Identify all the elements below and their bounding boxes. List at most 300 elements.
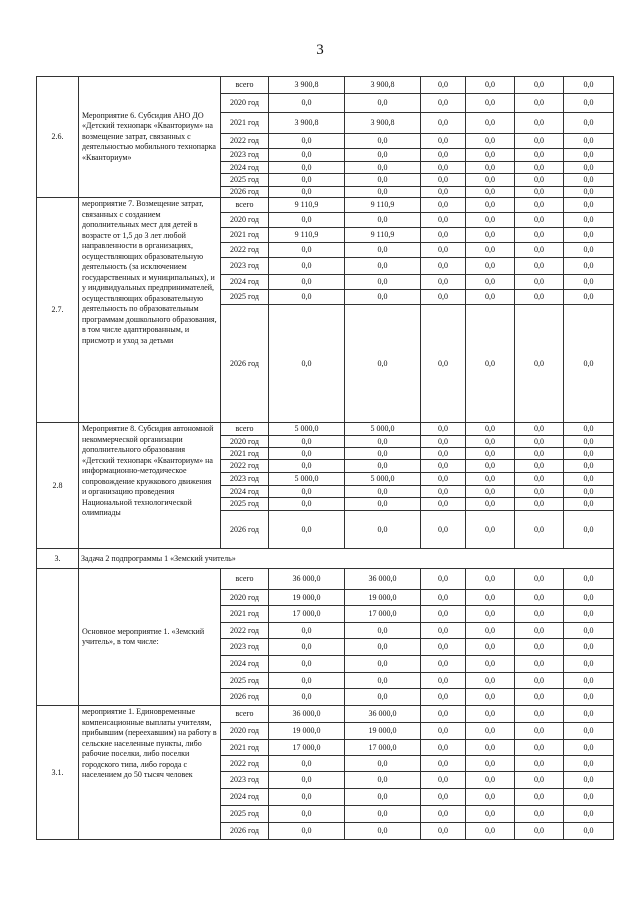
value-cell-regional: 0,0	[421, 77, 466, 94]
value-cell-regional: 0,0	[421, 448, 466, 460]
value-cell-extra: 0,0	[515, 511, 564, 549]
value-cell-extra: 0,0	[515, 258, 564, 275]
value-cell-local: 0,0	[466, 162, 515, 174]
budget-table	[36, 76, 614, 840]
value-cell-total: 36 000,0	[269, 706, 345, 723]
value-cell-regional: 0,0	[421, 423, 466, 436]
value-cell-other: 0,0	[564, 511, 614, 549]
year-cell: 2021 год	[221, 113, 269, 134]
value-cell-total: 5 000,0	[269, 423, 345, 436]
value-cell-extra: 0,0	[515, 423, 564, 436]
table-row	[37, 198, 614, 213]
value-cell-total: 0,0	[269, 243, 345, 258]
value-cell-regional: 0,0	[421, 656, 466, 673]
year-cell: 2020 год	[221, 590, 269, 606]
value-cell-extra: 0,0	[515, 94, 564, 113]
value-cell-other: 0,0	[564, 772, 614, 789]
value-cell-local: 0,0	[466, 460, 515, 473]
value-cell-total: 0,0	[269, 806, 345, 823]
value-cell-other: 0,0	[564, 498, 614, 511]
value-cell-total: 0,0	[269, 448, 345, 460]
value-cell-federal: 17 000,0	[345, 740, 421, 756]
value-cell-extra: 0,0	[515, 756, 564, 772]
value-cell-federal: 3 900,8	[345, 77, 421, 94]
year-cell: 2020 год	[221, 723, 269, 740]
task-number: 3.	[37, 549, 79, 569]
value-cell-federal: 0,0	[345, 639, 421, 656]
value-cell-other: 0,0	[564, 606, 614, 623]
value-cell-local: 0,0	[466, 448, 515, 460]
value-cell-local: 0,0	[466, 673, 515, 689]
value-cell-extra: 0,0	[515, 448, 564, 460]
value-cell-total: 0,0	[269, 258, 345, 275]
year-cell: 2022 год	[221, 623, 269, 639]
value-cell-total: 0,0	[269, 290, 345, 305]
value-cell-total: 0,0	[269, 486, 345, 498]
value-cell-local: 0,0	[466, 723, 515, 740]
value-cell-total: 0,0	[269, 275, 345, 290]
value-cell-extra: 0,0	[515, 723, 564, 740]
value-cell-regional: 0,0	[421, 113, 466, 134]
value-cell-total: 9 110,9	[269, 198, 345, 213]
value-cell-extra: 0,0	[515, 590, 564, 606]
value-cell-extra: 0,0	[515, 305, 564, 423]
value-cell-regional: 0,0	[421, 723, 466, 740]
value-cell-total: 3 900,8	[269, 113, 345, 134]
value-cell-local: 0,0	[466, 511, 515, 549]
value-cell-total: 0,0	[269, 436, 345, 448]
value-cell-extra: 0,0	[515, 623, 564, 639]
value-cell-other: 0,0	[564, 228, 614, 243]
value-cell-extra: 0,0	[515, 149, 564, 162]
value-cell-local: 0,0	[466, 689, 515, 706]
value-cell-other: 0,0	[564, 423, 614, 436]
value-cell-other: 0,0	[564, 213, 614, 228]
year-cell: 2022 год	[221, 460, 269, 473]
value-cell-federal: 0,0	[345, 460, 421, 473]
value-cell-local: 0,0	[466, 486, 515, 498]
year-cell: 2023 год	[221, 473, 269, 486]
value-cell-other: 0,0	[564, 162, 614, 174]
value-cell-federal: 3 900,8	[345, 113, 421, 134]
year-cell: 2024 год	[221, 162, 269, 174]
value-cell-local: 0,0	[466, 756, 515, 772]
year-cell: 2021 год	[221, 448, 269, 460]
value-cell-regional: 0,0	[421, 789, 466, 806]
table-row	[37, 569, 614, 590]
value-cell-extra: 0,0	[515, 134, 564, 149]
value-cell-extra: 0,0	[515, 77, 564, 94]
value-cell-local: 0,0	[466, 198, 515, 213]
value-cell-extra: 0,0	[515, 243, 564, 258]
year-cell: 2023 год	[221, 258, 269, 275]
value-cell-extra: 0,0	[515, 275, 564, 290]
task-row	[37, 549, 614, 569]
year-cell: 2022 год	[221, 756, 269, 772]
value-cell-total: 0,0	[269, 149, 345, 162]
year-cell: 2024 год	[221, 656, 269, 673]
value-cell-federal: 5 000,0	[345, 423, 421, 436]
activity-description: Основное мероприятие 1. «Земский учитель», в том числе:	[79, 569, 221, 706]
value-cell-other: 0,0	[564, 134, 614, 149]
value-cell-regional: 0,0	[421, 305, 466, 423]
value-cell-other: 0,0	[564, 290, 614, 305]
value-cell-total: 0,0	[269, 134, 345, 149]
value-cell-federal: 0,0	[345, 174, 421, 187]
value-cell-federal: 0,0	[345, 623, 421, 639]
value-cell-local: 0,0	[466, 569, 515, 590]
value-cell-other: 0,0	[564, 174, 614, 187]
value-cell-federal: 0,0	[345, 772, 421, 789]
value-cell-local: 0,0	[466, 213, 515, 228]
value-cell-total: 0,0	[269, 673, 345, 689]
value-cell-extra: 0,0	[515, 673, 564, 689]
value-cell-regional: 0,0	[421, 94, 466, 113]
value-cell-regional: 0,0	[421, 806, 466, 823]
value-cell-other: 0,0	[564, 806, 614, 823]
value-cell-local: 0,0	[466, 149, 515, 162]
value-cell-extra: 0,0	[515, 740, 564, 756]
value-cell-other: 0,0	[564, 198, 614, 213]
value-cell-extra: 0,0	[515, 198, 564, 213]
row-number: 2.7.	[37, 198, 79, 423]
value-cell-local: 0,0	[466, 258, 515, 275]
value-cell-extra: 0,0	[515, 656, 564, 673]
value-cell-regional: 0,0	[421, 498, 466, 511]
value-cell-other: 0,0	[564, 473, 614, 486]
value-cell-other: 0,0	[564, 448, 614, 460]
value-cell-federal: 0,0	[345, 756, 421, 772]
value-cell-extra: 0,0	[515, 689, 564, 706]
value-cell-local: 0,0	[466, 806, 515, 823]
value-cell-regional: 0,0	[421, 639, 466, 656]
value-cell-extra: 0,0	[515, 473, 564, 486]
year-cell: 2023 год	[221, 639, 269, 656]
value-cell-federal: 0,0	[345, 448, 421, 460]
year-cell: 2026 год	[221, 187, 269, 198]
value-cell-local: 0,0	[466, 290, 515, 305]
value-cell-regional: 0,0	[421, 187, 466, 198]
value-cell-regional: 0,0	[421, 228, 466, 243]
value-cell-federal: 0,0	[345, 258, 421, 275]
value-cell-total: 0,0	[269, 187, 345, 198]
value-cell-total: 19 000,0	[269, 723, 345, 740]
value-cell-other: 0,0	[564, 94, 614, 113]
value-cell-total: 0,0	[269, 511, 345, 549]
value-cell-other: 0,0	[564, 149, 614, 162]
value-cell-total: 0,0	[269, 213, 345, 228]
value-cell-other: 0,0	[564, 756, 614, 772]
row-number: 3.1.	[37, 706, 79, 840]
value-cell-total: 0,0	[269, 756, 345, 772]
value-cell-regional: 0,0	[421, 740, 466, 756]
value-cell-regional: 0,0	[421, 673, 466, 689]
value-cell-local: 0,0	[466, 656, 515, 673]
value-cell-federal: 0,0	[345, 305, 421, 423]
year-cell: всего	[221, 569, 269, 590]
value-cell-extra: 0,0	[515, 806, 564, 823]
value-cell-federal: 0,0	[345, 789, 421, 806]
value-cell-extra: 0,0	[515, 290, 564, 305]
value-cell-federal: 9 110,9	[345, 198, 421, 213]
year-cell: 2025 год	[221, 174, 269, 187]
year-cell: 2023 год	[221, 149, 269, 162]
value-cell-federal: 0,0	[345, 149, 421, 162]
year-cell: 2022 год	[221, 134, 269, 149]
table-row	[37, 77, 614, 94]
value-cell-total: 9 110,9	[269, 228, 345, 243]
value-cell-total: 0,0	[269, 498, 345, 511]
value-cell-extra: 0,0	[515, 162, 564, 174]
value-cell-regional: 0,0	[421, 511, 466, 549]
value-cell-total: 0,0	[269, 639, 345, 656]
value-cell-regional: 0,0	[421, 275, 466, 290]
value-cell-extra: 0,0	[515, 213, 564, 228]
value-cell-extra: 0,0	[515, 228, 564, 243]
value-cell-extra: 0,0	[515, 606, 564, 623]
value-cell-extra: 0,0	[515, 436, 564, 448]
year-cell: всего	[221, 423, 269, 436]
value-cell-local: 0,0	[466, 772, 515, 789]
year-cell: 2021 год	[221, 740, 269, 756]
value-cell-local: 0,0	[466, 590, 515, 606]
value-cell-local: 0,0	[466, 94, 515, 113]
value-cell-federal: 0,0	[345, 436, 421, 448]
value-cell-other: 0,0	[564, 187, 614, 198]
value-cell-total: 0,0	[269, 823, 345, 840]
value-cell-regional: 0,0	[421, 174, 466, 187]
value-cell-regional: 0,0	[421, 243, 466, 258]
value-cell-other: 0,0	[564, 789, 614, 806]
year-cell: 2020 год	[221, 94, 269, 113]
value-cell-regional: 0,0	[421, 149, 466, 162]
value-cell-local: 0,0	[466, 228, 515, 243]
value-cell-regional: 0,0	[421, 162, 466, 174]
value-cell-local: 0,0	[466, 473, 515, 486]
year-cell: 2025 год	[221, 673, 269, 689]
year-cell: 2021 год	[221, 606, 269, 623]
value-cell-other: 0,0	[564, 113, 614, 134]
value-cell-federal: 0,0	[345, 823, 421, 840]
value-cell-other: 0,0	[564, 590, 614, 606]
value-cell-federal: 0,0	[345, 134, 421, 149]
year-cell: 2025 год	[221, 806, 269, 823]
year-cell: всего	[221, 77, 269, 94]
value-cell-regional: 0,0	[421, 590, 466, 606]
value-cell-local: 0,0	[466, 823, 515, 840]
value-cell-other: 0,0	[564, 460, 614, 473]
value-cell-local: 0,0	[466, 174, 515, 187]
year-cell: 2020 год	[221, 436, 269, 448]
value-cell-total: 0,0	[269, 656, 345, 673]
value-cell-other: 0,0	[564, 436, 614, 448]
value-cell-total: 36 000,0	[269, 569, 345, 590]
year-cell: всего	[221, 706, 269, 723]
value-cell-federal: 9 110,9	[345, 228, 421, 243]
value-cell-regional: 0,0	[421, 198, 466, 213]
table-row	[37, 423, 614, 436]
value-cell-local: 0,0	[466, 187, 515, 198]
value-cell-regional: 0,0	[421, 213, 466, 228]
year-cell: 2022 год	[221, 243, 269, 258]
value-cell-federal: 36 000,0	[345, 706, 421, 723]
value-cell-regional: 0,0	[421, 290, 466, 305]
value-cell-extra: 0,0	[515, 569, 564, 590]
value-cell-total: 0,0	[269, 789, 345, 806]
row-number	[37, 569, 79, 706]
year-cell: 2025 год	[221, 290, 269, 305]
value-cell-total: 17 000,0	[269, 740, 345, 756]
value-cell-total: 0,0	[269, 162, 345, 174]
value-cell-total: 0,0	[269, 94, 345, 113]
value-cell-regional: 0,0	[421, 606, 466, 623]
value-cell-regional: 0,0	[421, 486, 466, 498]
value-cell-total: 19 000,0	[269, 590, 345, 606]
year-cell: 2026 год	[221, 511, 269, 549]
value-cell-federal: 0,0	[345, 806, 421, 823]
activity-description: мероприятие 7. Возмещение затрат, связанных с созданием дополнительных мест для детей в возрасте от 1,5 до 3 лет любой направленности в организациях, осуществляющих образовательную деятельность (за исключением государственных и муниципальных), и у индивидуальных предпринимателей, осуществляющих образовательную деятельность по образовательным программам дошкольного образования, в том числе адаптированным, и присмотр и уход за детьми	[79, 198, 221, 423]
value-cell-local: 0,0	[466, 113, 515, 134]
value-cell-federal: 0,0	[345, 243, 421, 258]
value-cell-total: 5 000,0	[269, 473, 345, 486]
value-cell-other: 0,0	[564, 673, 614, 689]
value-cell-total: 17 000,0	[269, 606, 345, 623]
value-cell-extra: 0,0	[515, 772, 564, 789]
value-cell-local: 0,0	[466, 275, 515, 290]
year-cell: 2024 год	[221, 275, 269, 290]
value-cell-extra: 0,0	[515, 460, 564, 473]
value-cell-extra: 0,0	[515, 639, 564, 656]
value-cell-total: 0,0	[269, 689, 345, 706]
value-cell-federal: 0,0	[345, 162, 421, 174]
value-cell-local: 0,0	[466, 498, 515, 511]
value-cell-extra: 0,0	[515, 706, 564, 723]
value-cell-federal: 17 000,0	[345, 606, 421, 623]
value-cell-federal: 0,0	[345, 275, 421, 290]
value-cell-other: 0,0	[564, 639, 614, 656]
value-cell-federal: 19 000,0	[345, 723, 421, 740]
value-cell-federal: 36 000,0	[345, 569, 421, 590]
value-cell-total: 0,0	[269, 460, 345, 473]
value-cell-local: 0,0	[466, 740, 515, 756]
value-cell-other: 0,0	[564, 305, 614, 423]
value-cell-local: 0,0	[466, 243, 515, 258]
value-cell-regional: 0,0	[421, 623, 466, 639]
year-cell: 2026 год	[221, 823, 269, 840]
year-cell: 2026 год	[221, 305, 269, 423]
value-cell-federal: 0,0	[345, 213, 421, 228]
value-cell-federal: 0,0	[345, 689, 421, 706]
year-cell: 2023 год	[221, 772, 269, 789]
value-cell-total: 0,0	[269, 305, 345, 423]
value-cell-extra: 0,0	[515, 187, 564, 198]
value-cell-federal: 0,0	[345, 290, 421, 305]
value-cell-local: 0,0	[466, 134, 515, 149]
value-cell-local: 0,0	[466, 423, 515, 436]
value-cell-local: 0,0	[466, 639, 515, 656]
value-cell-regional: 0,0	[421, 756, 466, 772]
year-cell: 2021 год	[221, 228, 269, 243]
value-cell-other: 0,0	[564, 623, 614, 639]
value-cell-total: 0,0	[269, 772, 345, 789]
row-number: 2.8	[37, 423, 79, 549]
value-cell-other: 0,0	[564, 275, 614, 290]
value-cell-extra: 0,0	[515, 823, 564, 840]
year-cell: 2024 год	[221, 486, 269, 498]
value-cell-regional: 0,0	[421, 569, 466, 590]
activity-description: мероприятие 1. Единовременные компенсационные выплаты учителям, прибывшим (переехавшим) на работу в сельские населенные пункты, либо рабочие поселки, либо поселки городского типа, либо города с населением до 50 тысяч человек	[79, 706, 221, 840]
value-cell-total: 0,0	[269, 623, 345, 639]
value-cell-federal: 0,0	[345, 656, 421, 673]
value-cell-local: 0,0	[466, 789, 515, 806]
value-cell-regional: 0,0	[421, 706, 466, 723]
value-cell-other: 0,0	[564, 689, 614, 706]
task-title: Задача 2 подпрограммы 1 «Земский учитель»	[79, 549, 614, 569]
value-cell-other: 0,0	[564, 706, 614, 723]
year-cell: всего	[221, 198, 269, 213]
value-cell-total: 3 900,8	[269, 77, 345, 94]
value-cell-total: 0,0	[269, 174, 345, 187]
year-cell: 2025 год	[221, 498, 269, 511]
value-cell-local: 0,0	[466, 77, 515, 94]
value-cell-other: 0,0	[564, 77, 614, 94]
row-number: 2.6.	[37, 77, 79, 198]
value-cell-federal: 0,0	[345, 94, 421, 113]
value-cell-other: 0,0	[564, 243, 614, 258]
value-cell-other: 0,0	[564, 569, 614, 590]
page-number: 3	[316, 42, 324, 58]
value-cell-extra: 0,0	[515, 174, 564, 187]
value-cell-other: 0,0	[564, 258, 614, 275]
value-cell-local: 0,0	[466, 606, 515, 623]
value-cell-federal: 0,0	[345, 498, 421, 511]
activity-description: Мероприятие 6. Субсидия АНО ДО «Детский технопарк «Кванториум» на возмещение затрат, связанных с деятельностью мобильного технопарка «Кванториум»	[79, 77, 221, 198]
value-cell-federal: 0,0	[345, 673, 421, 689]
value-cell-regional: 0,0	[421, 460, 466, 473]
value-cell-federal: 19 000,0	[345, 590, 421, 606]
value-cell-regional: 0,0	[421, 134, 466, 149]
value-cell-federal: 0,0	[345, 187, 421, 198]
value-cell-extra: 0,0	[515, 486, 564, 498]
value-cell-other: 0,0	[564, 823, 614, 840]
year-cell: 2026 год	[221, 689, 269, 706]
value-cell-local: 0,0	[466, 706, 515, 723]
value-cell-regional: 0,0	[421, 473, 466, 486]
value-cell-regional: 0,0	[421, 689, 466, 706]
value-cell-extra: 0,0	[515, 789, 564, 806]
value-cell-other: 0,0	[564, 723, 614, 740]
value-cell-other: 0,0	[564, 486, 614, 498]
value-cell-regional: 0,0	[421, 258, 466, 275]
value-cell-local: 0,0	[466, 623, 515, 639]
value-cell-local: 0,0	[466, 436, 515, 448]
value-cell-other: 0,0	[564, 656, 614, 673]
value-cell-federal: 0,0	[345, 486, 421, 498]
value-cell-regional: 0,0	[421, 772, 466, 789]
value-cell-local: 0,0	[466, 305, 515, 423]
value-cell-extra: 0,0	[515, 498, 564, 511]
value-cell-regional: 0,0	[421, 436, 466, 448]
table-row	[37, 706, 614, 723]
value-cell-regional: 0,0	[421, 823, 466, 840]
value-cell-other: 0,0	[564, 740, 614, 756]
value-cell-federal: 0,0	[345, 511, 421, 549]
year-cell: 2024 год	[221, 789, 269, 806]
value-cell-extra: 0,0	[515, 113, 564, 134]
value-cell-federal: 5 000,0	[345, 473, 421, 486]
activity-description: Мероприятие 8. Субсидия автономной некоммерческой организации дополнительного образования «Детский технопарк «Кванториум» на информационно-методическое сопровождение кружкового движения и организацию проведения Национальной технологической олимпиады	[79, 423, 221, 549]
year-cell: 2020 год	[221, 213, 269, 228]
